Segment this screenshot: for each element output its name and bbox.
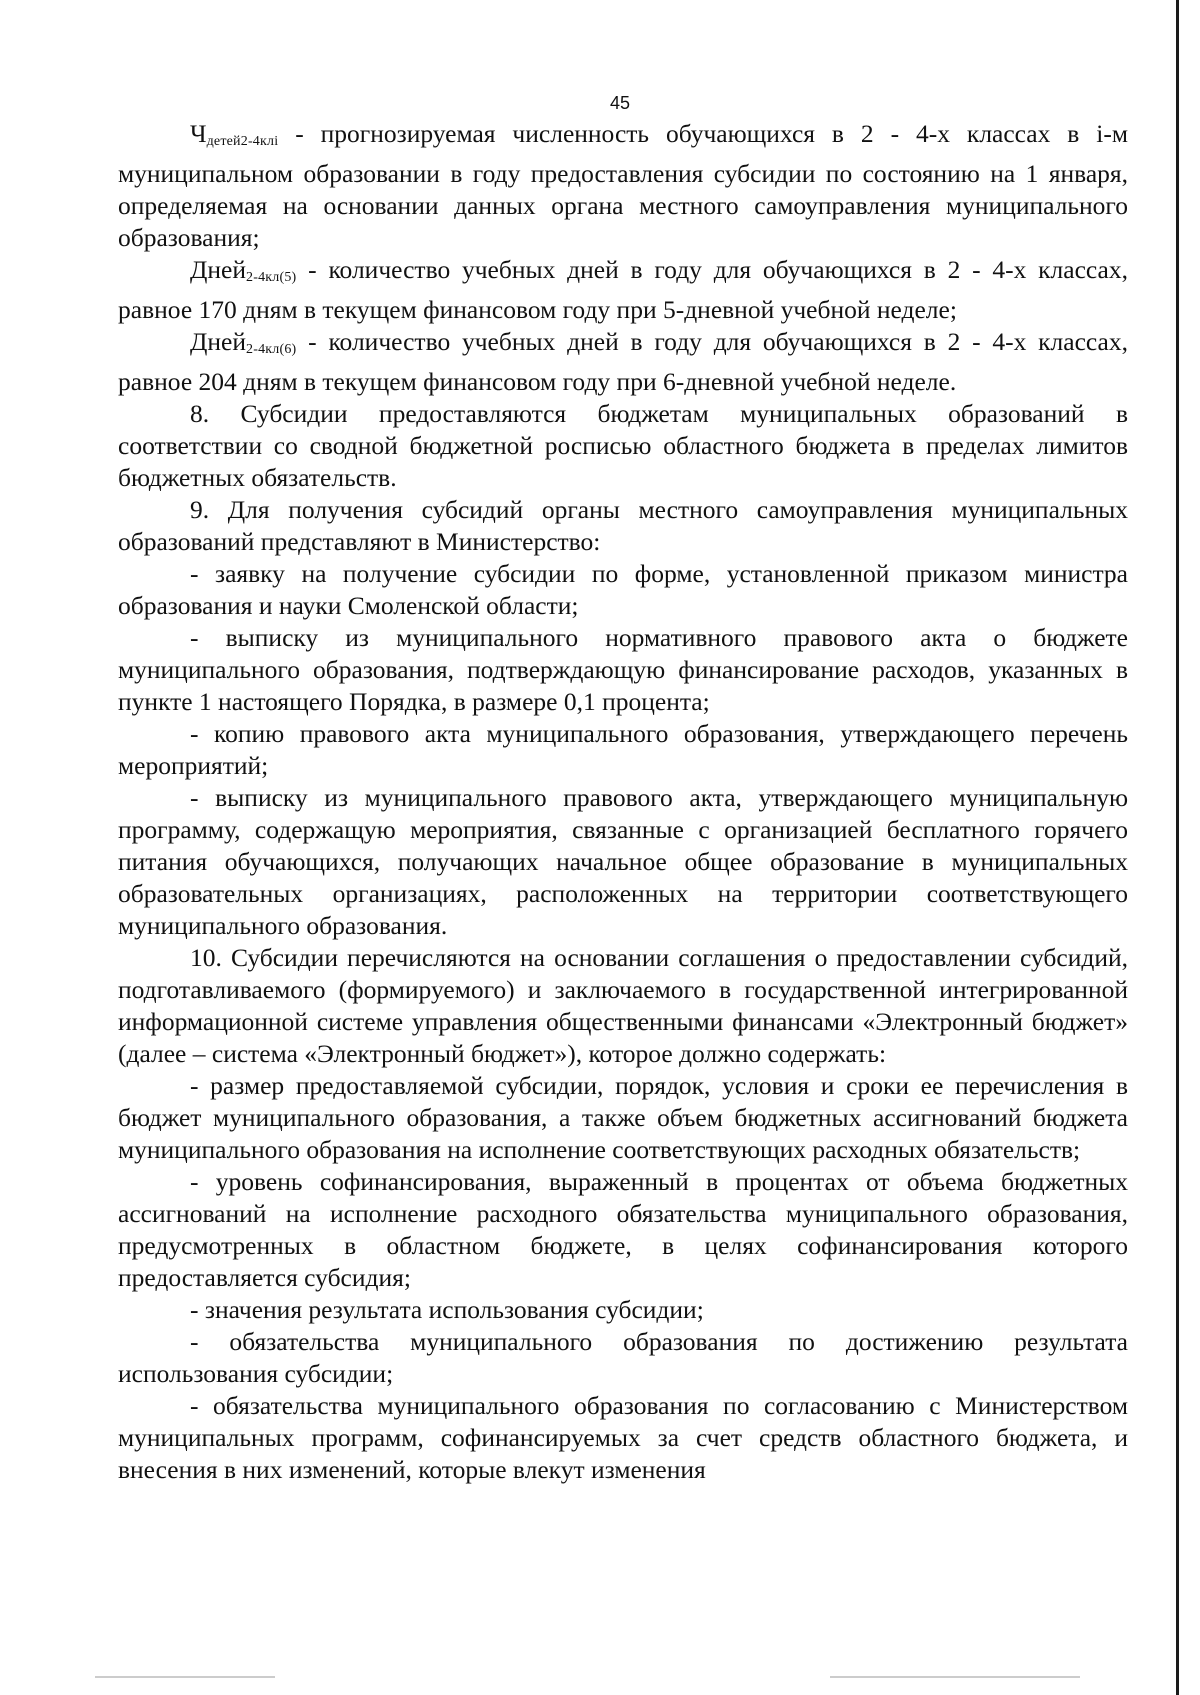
list-item-result-values: - значения результата использования субсидии; (190, 1295, 704, 1324)
scan-artifact (830, 1676, 1080, 1678)
paragraph-text: - количество учебных дней в году для обучающихся в 2 - 4-х классах, равное 204 дням в текущем финансовом году при 6-дневной учебной неделе. (118, 327, 1128, 396)
paragraph-clause-10: 10. Субсидии перечисляются на основании соглашения о предоставлении субсидий, подготавливаемого (формируемого) и заключаемого в государственной интегрированной информационной системе управления общественными финансами «Электронный бюджет» (далее – система «Электронный бюджет»), которое должно содержать: (118, 943, 1128, 1068)
symbol-lead: Дней (190, 327, 247, 356)
list-item-program-approval: - обязательства муниципального образования по согласованию с Министерством муниципальных программ, софинансируемых за счет средств областного бюджета, и внесения в них изменений, которые влекут изменения (118, 1391, 1128, 1484)
symbol-lead: Ч (190, 119, 207, 148)
list-item-application: - заявку на получение субсидии по форме, установленной приказом министра образования и науки Смоленской области; (118, 559, 1128, 620)
paragraph-definition-days6 (118, 326, 1128, 398)
paragraph-text: - количество учебных дней в году для обучающихся в 2 - 4-х классах, равное 170 дням в текущем финансовом году при 5-дневной учебной неделе; (118, 255, 1128, 324)
list-item-legal-act-copy: - копию правового акта муниципального образования, утверждающего перечень мероприятий; (118, 719, 1128, 780)
symbol-subscript: 2-4кл(6) (246, 342, 297, 357)
symbol-subscript: детей2-4клi (206, 134, 279, 149)
document-body (118, 118, 1128, 1486)
paragraph-definition-days5 (118, 254, 1128, 326)
list-item-subsidy-size: - размер предоставляемой субсидии, порядок, условия и сроки ее перечисления в бюджет муниципального образования, а также объем бюджетных ассигнований бюджета муниципального образования на исполнение соответствующих расходных обязательств; (118, 1071, 1128, 1164)
paragraph-clause-9: 9. Для получения субсидий органы местного самоуправления муниципальных образований представляют в Министерство: (118, 495, 1128, 556)
list-item-budget-extract: - выписку из муниципального нормативного правового акта о бюджете муниципального образования, подтверждающую финансирование расходов, указанных в пункте 1 настоящего Порядка, в размере 0,1 процента; (118, 623, 1128, 716)
scan-edge-line (1176, 0, 1179, 1695)
paragraph-text: - прогнозируемая численность обучающихся в 2 - 4-х классах в i-м муниципальном образовании в году предоставления субсидии по состоянию на 1 января, определяемая на основании данных органа местного самоуправления муниципального образования; (118, 119, 1128, 252)
list-item-cofinancing-level: - уровень софинансирования, выраженный в процентах от объема бюджетных ассигнований на исполнение расходного обязательства муниципального образования, предусмотренных в областном бюджете, в целях софинансирования которого предоставляется субсидия; (118, 1167, 1128, 1292)
list-item-program-extract: - выписку из муниципального правового акта, утверждающего муниципальную программу, содержащую мероприятия, связанные с организацией бесплатного горячего питания обучающихся, получающих начальное общее образование в муниципальных образовательных организациях, расположенных на территории соответствующего муниципального образования. (118, 783, 1128, 940)
symbol-lead: Дней (190, 255, 247, 284)
paragraph-definition-children (118, 118, 1128, 254)
page-number: 45 (609, 93, 631, 113)
scan-artifact (95, 1676, 275, 1678)
list-item-result-obligations: - обязательства муниципального образования по достижению результата использования субсидии; (118, 1327, 1128, 1388)
symbol-subscript: 2-4кл(5) (246, 270, 297, 285)
paragraph-clause-8: 8. Субсидии предоставляются бюджетам муниципальных образований в соответствии со сводной бюджетной росписью областного бюджета в пределах лимитов бюджетных обязательств. (118, 399, 1128, 492)
